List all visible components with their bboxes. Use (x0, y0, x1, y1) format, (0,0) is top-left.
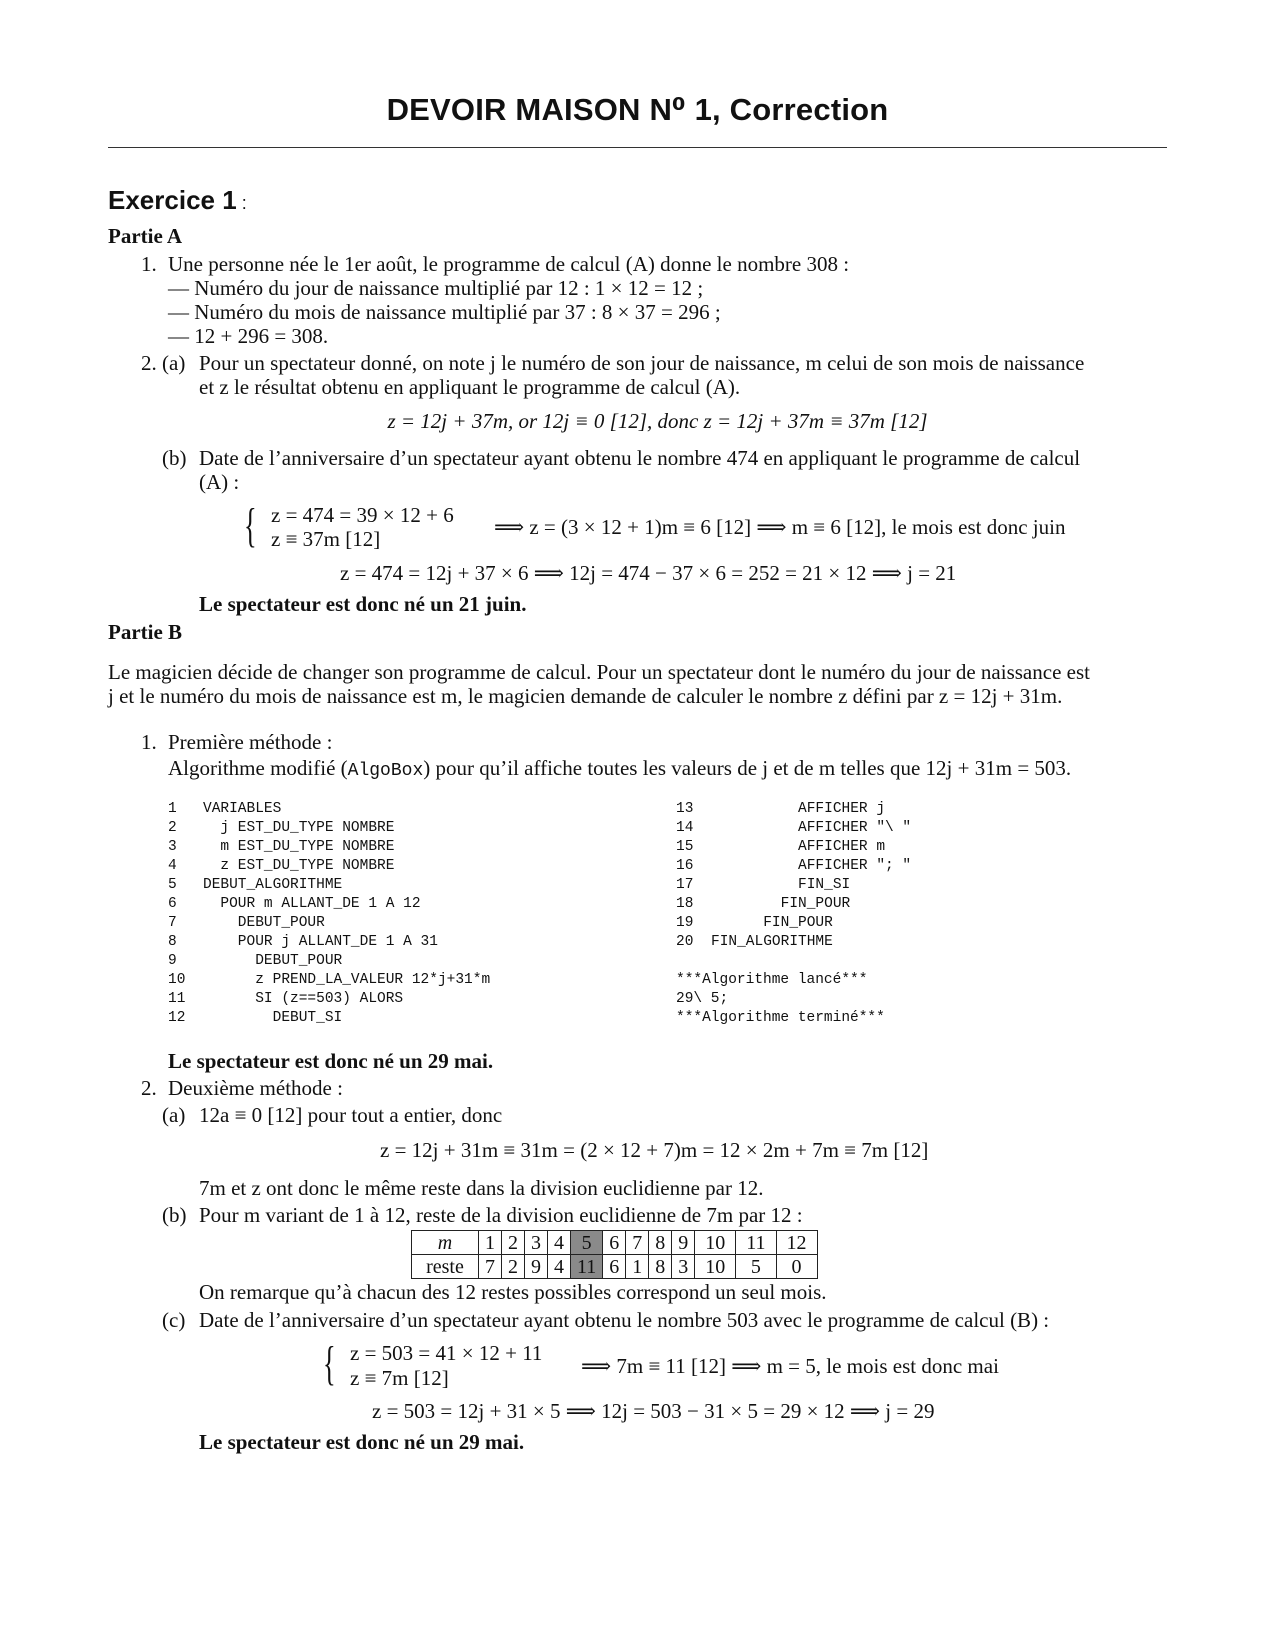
table-cell-highlighted: 11 (571, 1255, 603, 1279)
system-brace: { (244, 499, 257, 552)
code-line-number: 15 (676, 839, 694, 855)
table-cell: 4 (548, 1231, 571, 1255)
partA-q1-item: — Numéro du jour de naissance multiplié par 12 : 1 × 12 = 12 ; (168, 276, 704, 300)
partB-system-eq2: z ≡ 7m [12] (350, 1366, 449, 1390)
partB-m2c-text: Date de l’anniversaire d’un spectateur ayant obtenu le nombre 503 avec le programme de calcul (B) : (199, 1308, 1050, 1332)
partB-system-implication: ⟹ 7m ≡ 11 [12] ⟹ m = 5, le mois est donc mai (581, 1354, 999, 1378)
partB-m2a-label: (a) (162, 1103, 186, 1127)
partA-q2b-formula: z = 474 = 12j + 37 × 6 ⟹ 12j = 474 − 37 × 6 = 252 = 21 × 12 ⟹ j = 21 (340, 561, 957, 585)
table-cell: 6 (603, 1255, 626, 1279)
table-header-cell: reste (412, 1255, 479, 1279)
partA-q2-label: 2. (a) (141, 351, 186, 375)
partB-m1-conclusion: Le spectateur est donc né un 29 mai. (168, 1049, 494, 1073)
code-line (676, 801, 885, 817)
code-line (676, 839, 885, 855)
code-line-number: 3 (168, 839, 177, 855)
table-cell: 6 (603, 1231, 626, 1255)
code-line-text: POUR j ALLANT_DE 1 A 31 (203, 934, 438, 950)
code-line-text: POUR m ALLANT_DE 1 A 12 (203, 896, 421, 912)
partB-m2-label: 2. (141, 1076, 157, 1100)
code-line-text: AFFICHER "\ " (711, 820, 912, 836)
partB-m2c-conclusion: Le spectateur est donc né un 29 mai. (199, 1430, 525, 1454)
code-line (676, 820, 911, 836)
partB-m2-title: Deuxième méthode : (168, 1076, 343, 1100)
table-cell: 1 (479, 1231, 502, 1255)
table-cell: 2 (502, 1231, 525, 1255)
partB-m2a-text: 12a ≡ 0 [12] pour tout a entier, donc (199, 1103, 503, 1127)
code-line-text: z PREND_LA_VALEUR 12*j+31*m (203, 972, 491, 988)
code-line-text: DEBUT_ALGORITHME (203, 877, 343, 893)
partA-q2b-label: (b) (162, 446, 187, 470)
partB-m2a-note: 7m et z ont donc le même reste dans la division euclidienne par 12. (199, 1176, 764, 1200)
partA-system-eq2: z ≡ 37m [12] (271, 527, 381, 551)
code-line-number: 18 (676, 896, 694, 912)
partB-m2b-text: Pour m variant de 1 à 12, reste de la division euclidienne de 7m par 12 : (199, 1203, 803, 1227)
partB-intro-line: Le magicien décide de changer son programme de calcul. Pour un spectateur dont le numéro du jour de naissance est (108, 660, 1090, 684)
partA-conclusion: Le spectateur est donc né un 21 juin. (199, 592, 527, 616)
code-line-text: FIN_SI (711, 877, 851, 893)
partA-q1-item: — Numéro du mois de naissance multiplié par 37 : 8 × 37 = 296 ; (168, 300, 721, 324)
remainder-table (411, 1230, 818, 1279)
code-line-text: j EST_DU_TYPE NOMBRE (203, 820, 395, 836)
partB-m1-label: 1. (141, 730, 157, 754)
algorithm-output-line: 29\ 5; (676, 991, 729, 1007)
code-line (168, 934, 438, 950)
table-cell: 3 (672, 1255, 695, 1279)
code-line-number: 9 (168, 953, 177, 969)
table-cell: 9 (525, 1255, 548, 1279)
table-cell: 11 (736, 1231, 776, 1255)
partA-q1-label: 1. (141, 252, 157, 276)
code-line (168, 991, 403, 1007)
partA-q2b-line: (A) : (199, 470, 240, 494)
code-line-text: m EST_DU_TYPE NOMBRE (203, 839, 395, 855)
table-cell: 4 (548, 1255, 571, 1279)
code-line (168, 1010, 342, 1026)
code-line-text: AFFICHER m (711, 839, 886, 855)
table-cell: 8 (649, 1255, 672, 1279)
code-line-number: 6 (168, 896, 177, 912)
code-line-number: 2 (168, 820, 177, 836)
code-line (168, 953, 342, 969)
table-row (412, 1255, 818, 1279)
code-line (168, 839, 394, 855)
partA-q2a-formula: z = 12j + 37m, or 12j ≡ 0 [12], donc z = 12j + 37m ≡ 37m [12] (387, 409, 928, 433)
exercise-heading (108, 185, 247, 216)
partB-m1-desc-post: ) pour qu’il affiche toutes les valeurs de j et de m telles que 12j + 31m = 503. (423, 756, 1072, 780)
code-line-number: 10 (168, 972, 186, 988)
code-line (168, 877, 342, 893)
table-cell: 1 (626, 1255, 649, 1279)
table-cell: 7 (479, 1255, 502, 1279)
table-cell: 2 (502, 1255, 525, 1279)
partA-q1-item: — 12 + 296 = 308. (168, 324, 329, 348)
code-line (676, 915, 833, 931)
partB-m2a-formula: z = 12j + 31m ≡ 31m = (2 × 12 + 7)m = 12 × 2m + 7m ≡ 7m [12] (380, 1138, 929, 1162)
code-line (168, 972, 490, 988)
table-cell: 5 (736, 1255, 776, 1279)
partA-q2a-line: Pour un spectateur donné, on note j le numéro de son jour de naissance, m celui de son mois de naissance (199, 351, 1085, 375)
table-header-cell: m (412, 1231, 479, 1255)
code-line-number: 16 (676, 858, 694, 874)
partB-intro-line: j et le numéro du mois de naissance est m, le magicien demande de calculer le nombre z défini par z = 12j + 31m. (108, 684, 1063, 708)
table-cell: 8 (649, 1231, 672, 1255)
code-line-text: AFFICHER j (711, 801, 886, 817)
code-line-number: 20 (676, 934, 694, 950)
partB-heading: Partie B (108, 620, 183, 644)
table-cell: 9 (672, 1231, 695, 1255)
code-line-number: 19 (676, 915, 694, 931)
code-line-text: SI (z==503) ALORS (203, 991, 404, 1007)
code-line (168, 896, 421, 912)
code-line (168, 820, 394, 836)
exercise-heading-suffix: : (241, 193, 247, 213)
code-line-text: DEBUT_POUR (203, 953, 343, 969)
table-row (412, 1231, 818, 1255)
partA-system-implication: ⟹ z = (3 × 12 + 1)m ≡ 6 [12] ⟹ m ≡ 6 [12], le mois est donc juin (494, 515, 1066, 539)
partA-q2a-line: et z le résultat obtenu en appliquant le programme de calcul (A). (199, 375, 741, 399)
code-line-text: FIN_POUR (711, 915, 833, 931)
code-line (676, 896, 850, 912)
algorithm-output-line: ***Algorithme lancé*** (676, 972, 868, 988)
partB-m1-desc (168, 756, 1071, 781)
code-line (168, 801, 281, 817)
title-divider (108, 147, 1167, 148)
code-line-number: 5 (168, 877, 177, 893)
partB-m1-title: Première méthode : (168, 730, 333, 754)
code-line-number: 14 (676, 820, 694, 836)
partB-system-eq1: z = 503 = 41 × 12 + 11 (350, 1341, 543, 1365)
system-brace: { (323, 1337, 336, 1390)
code-line (676, 858, 911, 874)
code-line-text: FIN_POUR (711, 896, 851, 912)
partB-m2c-label: (c) (162, 1308, 186, 1332)
table-cell: 10 (695, 1231, 736, 1255)
partA-q1-text: Une personne née le 1er août, le programme de calcul (A) donne le nombre 308 : (168, 252, 850, 276)
partB-m1-desc-pre: Algorithme modifié ( (168, 756, 348, 780)
code-line-text: FIN_ALGORITHME (711, 934, 833, 950)
code-line-number: 13 (676, 801, 694, 817)
code-line (168, 858, 394, 874)
partB-m2b-label: (b) (162, 1203, 187, 1227)
code-line-number: 8 (168, 934, 177, 950)
algorithm-output-line: ***Algorithme terminé*** (676, 1010, 885, 1026)
code-line-text: DEBUT_SI (203, 1010, 343, 1026)
code-line-text: AFFICHER "; " (711, 858, 912, 874)
code-line (676, 877, 850, 893)
code-line-number: 1 (168, 801, 177, 817)
algobox-name: AlgoBox (347, 761, 424, 781)
code-line-text: DEBUT_POUR (203, 915, 325, 931)
exercise-heading-text: Exercice 1 (108, 185, 237, 215)
table-cell: 7 (626, 1231, 649, 1255)
table-cell: 12 (776, 1231, 817, 1255)
code-line-number: 4 (168, 858, 177, 874)
code-line-number: 11 (168, 991, 186, 1007)
partA-system-eq1: z = 474 = 39 × 12 + 6 (271, 503, 454, 527)
table-cell: 10 (695, 1255, 736, 1279)
code-line (168, 915, 325, 931)
code-line-text: VARIABLES (203, 801, 282, 817)
partA-q2b-line: Date de l’anniversaire d’un spectateur ayant obtenu le nombre 474 en appliquant le programme de calcul (199, 446, 1081, 470)
table-cell: 0 (776, 1255, 817, 1279)
table-cell: 3 (525, 1231, 548, 1255)
partB-m2b-note: On remarque qu’à chacun des 12 restes possibles correspond un seul mois. (199, 1280, 827, 1304)
code-line-number: 12 (168, 1010, 186, 1026)
code-line-number: 7 (168, 915, 177, 931)
code-line-text: z EST_DU_TYPE NOMBRE (203, 858, 395, 874)
table-cell-highlighted: 5 (571, 1231, 603, 1255)
partB-m2c-formula: z = 503 = 12j + 31 × 5 ⟹ 12j = 503 − 31 × 5 = 29 × 12 ⟹ j = 29 (372, 1399, 935, 1423)
partA-heading: Partie A (108, 224, 183, 248)
code-line (676, 934, 833, 950)
page-title: DEVOIR MAISON N⁰ 1, Correction (386, 92, 889, 127)
code-line-number: 17 (676, 877, 694, 893)
